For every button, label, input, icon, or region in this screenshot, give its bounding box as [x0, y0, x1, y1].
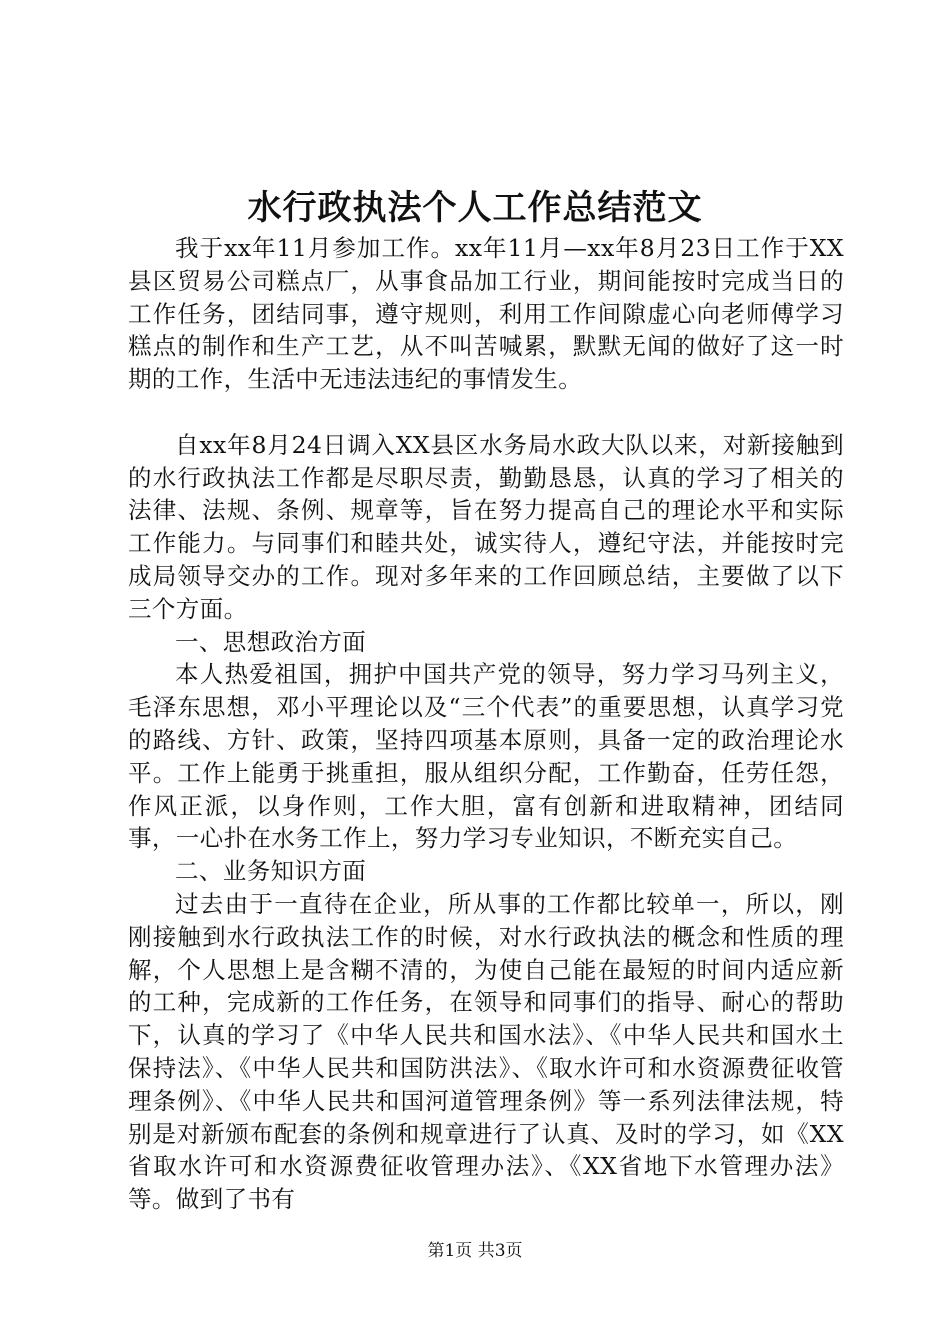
- paragraph-political: 本人热爱祖国，拥护中国共产党的领导，努力学习马列主义，毛泽东思想，邓小平理论以及“三个代表”的重要思想，认真学习党的路线、方针、政策，坚持四项基本原则，具备一定的政治理论水平。工作上能勇于挑重担，服从组织分配，工作勤奋，任劳任怨，作风正派，以身作则，工作大胆，富有创新和进取精神，团结同事，一心扑在水务工作上，努力学习专业知识，不断充实自己。: [128, 660, 844, 853]
- page-number-footer: 第1页 共3页: [427, 1241, 523, 1261]
- paragraph-work-history: 我于xx年11月参加工作。xx年11月—xx年8月23日工作于XX县区贸易公司糕点厂，从事食品加工行业，期间能按时完成当日的工作任务，团结同事，遵守规则，利用工作间隙虚心向老师傅学习糕点的制作和生产工艺，从不叫苦喊累，默默无闻的做好了这一时期的工作，生活中无违法违纪的事情发生。: [128, 234, 844, 394]
- paragraph-business: 过去由于一直待在企业，所从事的工作都比较单一，所以，刚刚接触到水行政执法工作的时候，对水行政执法的概念和性质的理解，个人思想上是含糊不清的，为使自己能在最短的时间内适应新的工种，完成新的工作任务，在领导和同事们的指导、耐心的帮助下，认真的学习了《中华人民共和国水法》、《中华人民共和国水土保持法》、《中华人民共和国防洪法》、《取水许可和水资源费征收管理条例》、《中华人民共和国河道管理条例》等一系列法律法规，特别是对新颁布配套的条例和规章进行了认真、及时的学习，如《XX省取水许可和水资源费征收管理办法》、《XX省地下水管理办法》等。做到了书有: [128, 889, 844, 1214]
- paragraph-spacer: [128, 396, 844, 429]
- document-title: 水行政执法个人工作总结范文: [247, 188, 703, 228]
- section-heading-political: 一、思想政治方面: [175, 627, 367, 656]
- section-heading-business: 二、业务知识方面: [175, 857, 367, 886]
- paragraph-water-bureau: 自xx年8月24日调入XX县区水务局水政大队以来，对新接触到的水行政执法工作都是尽职尽责，勤勤恳恳，认真的学习了相关的法律、法规、条例、规章等，旨在努力提高自己的理论水平和实际工作能力。与同事们和睦共处，诚实待人，遵纪守法，并能按时完成局领导交办的工作。现对多年来的工作回顾总结，主要做了以下三个方面。: [128, 430, 844, 623]
- document-body: [128, 232, 844, 1216]
